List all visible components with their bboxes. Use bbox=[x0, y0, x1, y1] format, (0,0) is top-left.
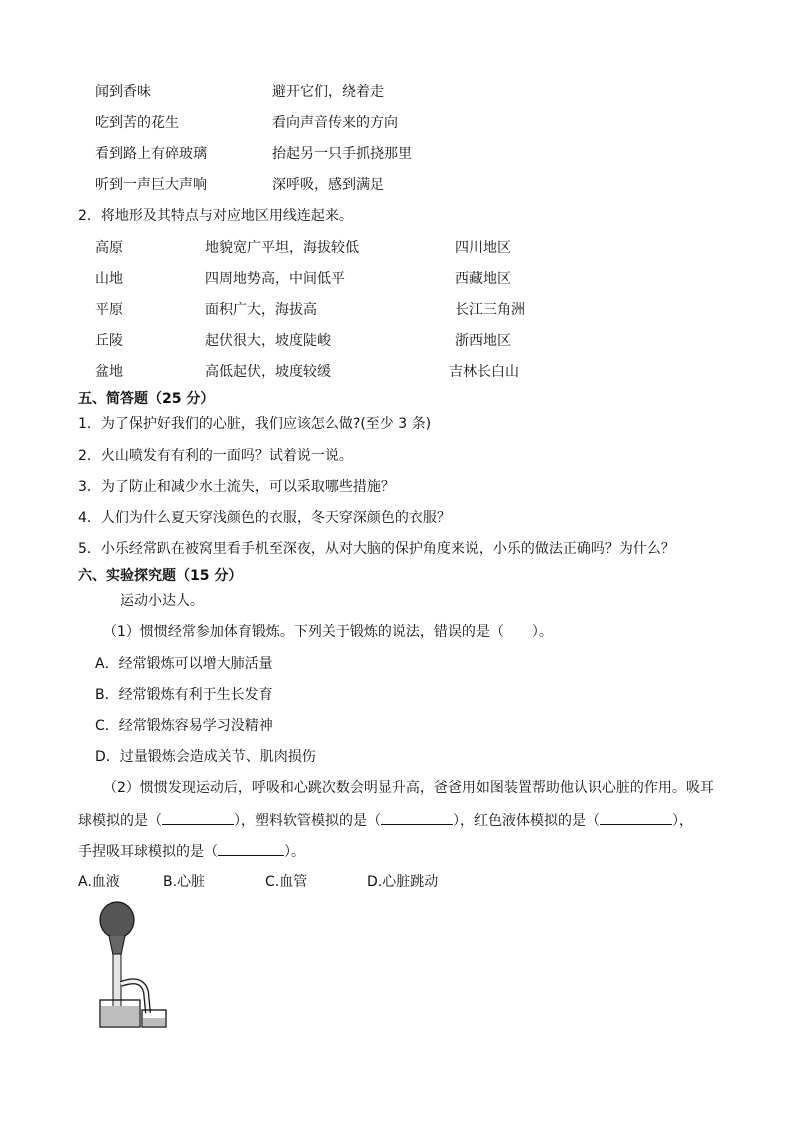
section5-question-3: 3．为了防止和减少水土流失，可以采取哪些措施？ bbox=[78, 479, 395, 495]
q2-line3-b: ）。 bbox=[284, 844, 305, 860]
q2-line3 bbox=[78, 841, 305, 862]
section5-question-2: 2．火山喷发有有利的一面吗？试着说一说。 bbox=[78, 448, 353, 464]
q2-option-a: A.血液 bbox=[78, 874, 120, 890]
feature-1: 地貌宽广平坦，海拔较低 bbox=[205, 240, 359, 256]
terrain-5: 盆地 bbox=[95, 364, 123, 380]
section6-intro: 运动小达人。 bbox=[120, 593, 204, 609]
match1-left-2: 吃到苦的花生 bbox=[95, 115, 179, 131]
match1-left-4: 听到一声巨大声响 bbox=[95, 177, 207, 193]
q1-option-c: C．经常锻炼容易学习没精神 bbox=[95, 718, 273, 734]
q1-option-d: D．过量锻炼会造成关节、肌肉损伤 bbox=[95, 749, 316, 765]
region-5: 吉林长白山 bbox=[449, 364, 519, 380]
q2-line2-c: ），红色液体模拟的是（ bbox=[453, 813, 600, 829]
feature-4: 起伏很大，坡度陡峻 bbox=[205, 333, 331, 349]
match1-right-3: 抬起另一只手抓挠那里 bbox=[272, 146, 412, 162]
region-3: 长江三角洲 bbox=[455, 302, 525, 318]
match1-right-1: 避开它们，绕着走 bbox=[272, 84, 384, 100]
q2-line2-a: 球模拟的是（ bbox=[78, 813, 162, 829]
section5-question-5: 5．小乐经常趴在被窝里看手机至深夜，从对大脑的保护角度来说，小乐的做法正确吗？为什么？ bbox=[78, 541, 675, 557]
feature-2: 四周地势高，中间低平 bbox=[205, 271, 345, 287]
region-1: 四川地区 bbox=[455, 240, 511, 256]
terrain-3: 平原 bbox=[95, 302, 123, 318]
match1-left-3: 看到路上有碎玻璃 bbox=[95, 146, 207, 162]
terrain-2: 山地 bbox=[95, 271, 123, 287]
heart-model-figure bbox=[92, 900, 202, 1035]
red-liquid-right-icon bbox=[143, 1018, 165, 1026]
match2-prompt: 2．将地形及其特点与对应地区用线连起来。 bbox=[78, 208, 353, 224]
q2-option-c: C.血管 bbox=[265, 874, 308, 890]
q2-option-d: D.心脏跳动 bbox=[367, 874, 439, 890]
feature-3: 面积广大，海拔高 bbox=[205, 302, 317, 318]
terrain-1: 高原 bbox=[95, 240, 123, 256]
squeeze-bulb-icon bbox=[100, 902, 134, 938]
q2-line2 bbox=[78, 810, 693, 831]
q2-line1: （2）惯惯发现运动后，呼吸和心跳次数会明显升高，爸爸用如图装置帮助他认识心脏的作用。吸耳 bbox=[103, 780, 714, 796]
section5-question-1: 1．为了保护好我们的心脏，我们应该怎么做?(至少 3 条) bbox=[78, 416, 432, 432]
blank-tube[interactable] bbox=[381, 810, 453, 825]
section5-heading: 五、简答题（25 分） bbox=[78, 391, 215, 407]
match1-right-2: 看向声音传来的方向 bbox=[272, 115, 398, 131]
q1-option-b: B．经常锻炼有利于生长发育 bbox=[95, 687, 273, 703]
blank-liquid[interactable] bbox=[600, 810, 672, 825]
match1-left-1: 闻到香味 bbox=[95, 84, 151, 100]
q2-line2-b: ），塑料软管模拟的是（ bbox=[234, 813, 381, 829]
match1-right-4: 深呼吸，感到满足 bbox=[272, 177, 384, 193]
feature-5: 高低起伏，坡度较缓 bbox=[205, 364, 331, 380]
region-2: 西藏地区 bbox=[455, 271, 511, 287]
section6-heading: 六、实验探究题（15 分） bbox=[78, 568, 243, 584]
q1-stem: （1）惯惯经常参加体育锻炼。下列关于锻炼的说法，错误的是（ ）。 bbox=[103, 624, 553, 640]
blank-squeeze[interactable] bbox=[218, 841, 284, 856]
region-4: 浙西地区 bbox=[455, 333, 511, 349]
q2-line3-a: 手捏吸耳球模拟的是（ bbox=[78, 844, 218, 860]
q2-line2-d: ）， bbox=[672, 813, 693, 829]
blank-bulb[interactable] bbox=[162, 810, 234, 825]
q2-option-b: B.心脏 bbox=[163, 874, 206, 890]
terrain-4: 丘陵 bbox=[95, 333, 123, 349]
section5-question-4: 4．人们为什么夏天穿浅颜色的衣服，冬天穿深颜色的衣服？ bbox=[78, 510, 451, 526]
q1-option-a: A．经常锻炼可以增大肺活量 bbox=[95, 656, 273, 672]
red-liquid-left-icon bbox=[101, 1006, 139, 1026]
